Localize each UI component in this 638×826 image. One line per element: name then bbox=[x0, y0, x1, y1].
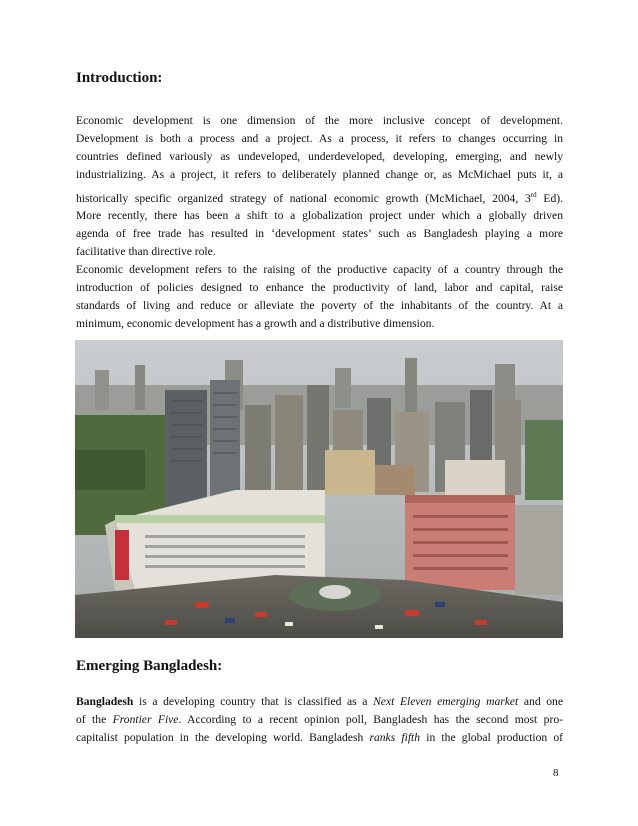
text-line-end: Ed). bbox=[536, 191, 563, 205]
page-number: 8 bbox=[553, 767, 559, 779]
bold-term: Bangladesh bbox=[76, 695, 134, 708]
city-skyline-photo bbox=[75, 340, 563, 638]
text-line: Economic development is one dimension of the more inclusive concept of development. bbox=[76, 114, 563, 127]
emerging-bangladesh-heading: Emerging Bangladesh: bbox=[76, 658, 223, 674]
text-span: is a developing country that is classified as a bbox=[133, 695, 374, 708]
text-span: of the bbox=[76, 712, 113, 726]
text-line: facilitative than directive role. bbox=[76, 245, 216, 259]
introduction-heading: Introduction: bbox=[76, 70, 163, 86]
text-line: More recently, there has been a shift to a globalization project under which a globally driven bbox=[76, 209, 563, 223]
text-line bbox=[76, 711, 563, 729]
introduction-paragraph bbox=[76, 112, 563, 333]
text-line: Economic development refers to the raising of the productive capacity of a country through the bbox=[76, 263, 563, 277]
text-line bbox=[76, 693, 563, 711]
superscript-rd: rd bbox=[530, 190, 537, 199]
italic-term: ranks fifth bbox=[369, 730, 421, 744]
text-line: minimum, economic development has a growth and a distributive dimension. bbox=[76, 316, 435, 330]
italic-term: Next Eleven emerging market bbox=[373, 695, 519, 708]
text-line: introduction of policies designed to enhance the productivity of land, labor and capital, raise bbox=[76, 281, 563, 295]
emerging-paragraph bbox=[76, 693, 563, 747]
text-span: in the global production of bbox=[420, 730, 564, 744]
text-line: standards of living and reduce or alleviate the poverty of the inhabitants of the country. At a bbox=[76, 298, 563, 312]
text-span: and one bbox=[518, 695, 564, 708]
text-line: industrializing. As a project, it refers to deliberately planned change or, as McMichael puts it, a bbox=[76, 167, 563, 181]
text-line-main: historically specific organized strategy of national economic growth (McMichael, 2004, 3 bbox=[76, 191, 531, 205]
text-line: agenda of free trade has resulted in ‘development states’ such as Bangladesh playing a more bbox=[76, 227, 563, 241]
italic-term: Frontier Five bbox=[112, 712, 179, 726]
text-line bbox=[76, 729, 563, 747]
text-line: countries defined variously as undeveloped, underdeveloped, developing, emerging, and newly bbox=[76, 149, 563, 163]
text-line: Development is both a process and a project. As a process, it refers to changes occurring in bbox=[76, 131, 563, 145]
text-span: . According to a recent opinion poll, Bangladesh has the second most pro- bbox=[178, 712, 563, 726]
text-line bbox=[76, 187, 563, 208]
text-span: capitalist population in the developing world. Bangladesh bbox=[76, 730, 370, 744]
